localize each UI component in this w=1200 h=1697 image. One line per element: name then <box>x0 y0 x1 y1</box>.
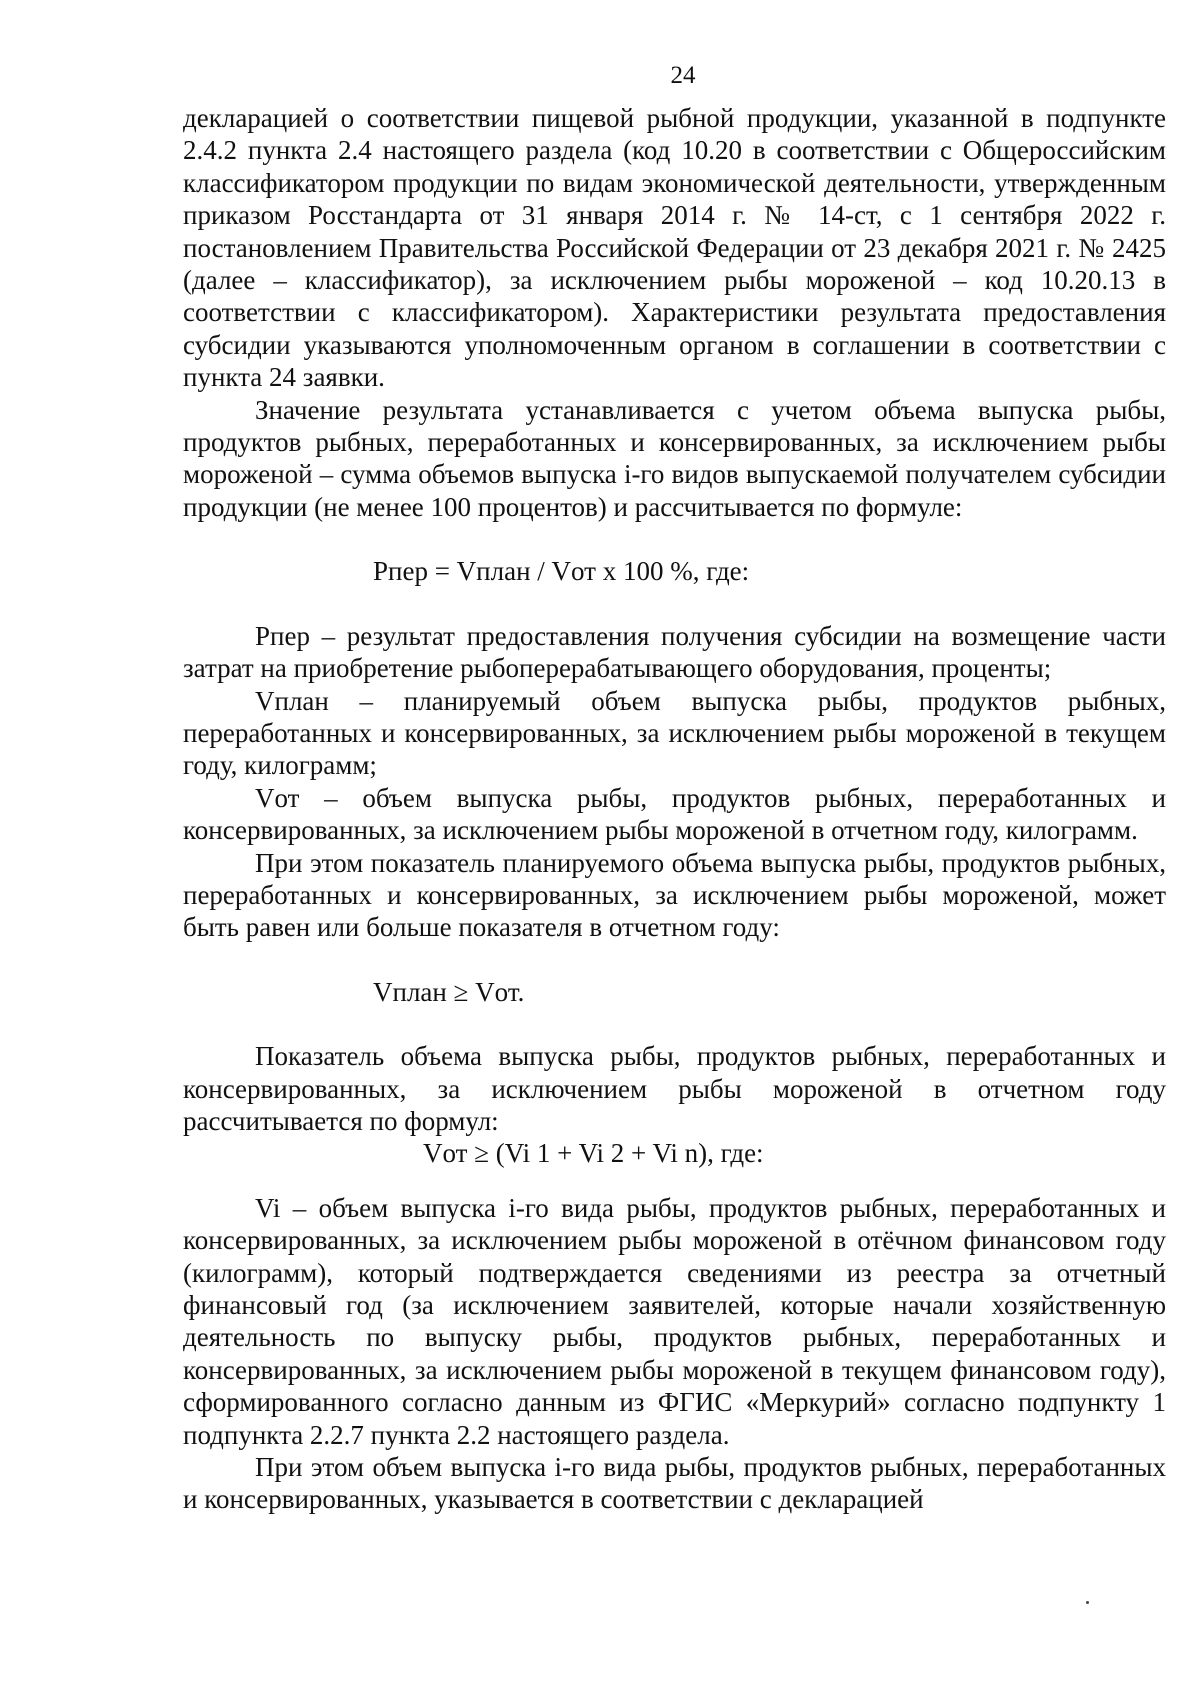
definition-vot: Vот – объем выпуска рыбы, продуктов рыбных, переработанных и консервированных, за исключением рыбы мороженой в отчетном году, килограмм. <box>183 782 1166 846</box>
paragraph-result-value: Значение результата устанавливается с учетом объема выпуска рыбы, продуктов рыбных, переработанных и консервированных, за исключением рыбы мороженой – сумма объемов выпуска i-го видов выпускаемой получателем субсидии продукции (не менее 100 процентов) и рассчитывается по формуле: <box>183 394 1166 522</box>
definition-pper: Pпер – результат предоставления получения субсидии на возмещение части затрат на приобретение рыбоперерабатывающего оборудования, проценты; <box>183 620 1166 684</box>
document-body <box>183 102 1166 1516</box>
definition-vplan: Vплан – планируемый объем выпуска рыбы, продуктов рыбных, переработанных и консервированных, за исключением рыбы мороженой в текущем году, килограмм; <box>183 685 1166 781</box>
formula-volume-sum: Vот ≥ (Vi 1 + Vi 2 + Vi n), где: <box>423 1138 764 1169</box>
paragraph-declaration: При этом объем выпуска i-го вида рыбы, продуктов рыбных, переработанных и консервированных, указывается в соответствии с декларацией <box>183 1452 1166 1515</box>
paragraph-plan-indicator: При этом показатель планируемого объема выпуска рыбы, продуктов рыбных, переработанных и консервированных, за исключением рыбы мороженой, может быть равен или больше показателя в отчетном году: <box>183 847 1166 943</box>
definition-vi: Vi – объем выпуска i-го вида рыбы, продуктов рыбных, переработанных и консервированных, за исключением рыбы мороженой в отёчном финансовом году (килограмм), который подтверждается сведениями из реестра за отчетный финансовый год (за исключением заявителей, которые начали хозяйственную деятельность по выпуску рыбы, продуктов рыбных, переработанных и консервированных, за исключением рыбы мороженой в текущем финансовом году), сформированного согласно данным из ФГИС «Меркурий» согласно подпункту 1 подпункта 2.2.7 пункта 2.2 настоящего раздела. <box>183 1192 1166 1450</box>
paragraph-volume-indicator: Показатель объема выпуска рыбы, продуктов рыбных, переработанных и консервированных, за исключением рыбы мороженой в отчетном году рассчитывается по формул: <box>183 1041 1166 1136</box>
formula-inequality: Vплан ≥ Vот. <box>373 976 525 1007</box>
formula-result: Pпер = Vплан / Vот x 100 %, где: <box>373 556 750 587</box>
scan-speck <box>1086 1601 1089 1604</box>
page-number: 24 <box>670 62 696 89</box>
paragraph-continuation: декларацией о соответствии пищевой рыбной продукции, указанной в подпункте 2.4.2 пункта 2.4 настоящего раздела (код 10.20 в соответствии с Общероссийским классификатором продукции по видам экономической деятельности, утвержденным приказом Росстандарта от 31 января 2014 г. № 14-ст, с 1 сентября 2022 г. постановлением Правительства Российской Федерации от 23 декабря 2021 г. № 2425 (далее – классификатор), за исключением рыбы мороженой – код 10.20.13 в соответствии с классификатором). Характеристики результата предоставления субсидии указываются уполномоченным органом в соглашении в соответствии с пункта 24 заявки. <box>183 103 1166 393</box>
